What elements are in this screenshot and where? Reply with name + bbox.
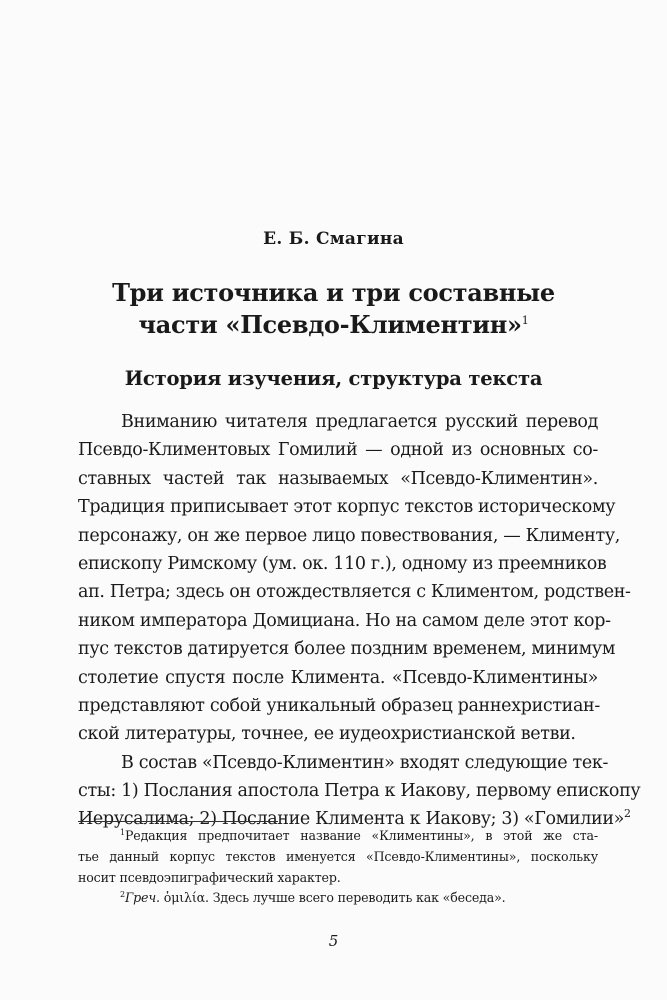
body-line: пус текстов датируется более поздним временем, минимум bbox=[78, 639, 616, 660]
page-number: 5 bbox=[328, 932, 339, 950]
footnote-2-abbr: Греч. bbox=[124, 890, 160, 906]
footnote-1-line bbox=[78, 826, 598, 847]
author-name: Е. Б. Смагина bbox=[263, 229, 404, 249]
footnote-1-text: Редакция предпочитает название «Климентины», в этой же ста- bbox=[124, 828, 598, 843]
footnote-2-text: ὁμιλία. Здесь лучше всего переводить как «беседа». bbox=[159, 890, 506, 906]
body-line: сты: 1) Послания апостола Петра к Иакову, первому епископу bbox=[78, 781, 641, 802]
footnote-ref-1[interactable]: 1 bbox=[521, 314, 529, 327]
body-line: ставных частей так называемых «Псевдо-Климентин». bbox=[78, 468, 598, 489]
article-title bbox=[0, 277, 667, 341]
footnote-1-line: тье данный корпус текстов именуется «Псевдо-Климентины», поскольку bbox=[78, 848, 598, 864]
title-line-2 bbox=[0, 309, 667, 341]
body-line: Традиция приписывает этот корпус текстов историческому bbox=[78, 497, 616, 518]
body-line: В состав «Псевдо-Климентин» входят следующие тек- bbox=[121, 752, 609, 773]
body-line: представляют собой уникальный образец раннехристиан- bbox=[78, 695, 600, 716]
title-line-1: Три источника и три составные bbox=[112, 278, 555, 307]
body-line: столетие спустя после Климента. «Псевдо-Климентины» bbox=[78, 667, 598, 688]
body-line: ап. Петра; здесь он отождествляется с Климентом, родствен- bbox=[78, 582, 631, 603]
body-line: ником императора Домициана. Но на самом деле этот кор- bbox=[78, 610, 611, 631]
body-line: ской литературы, точнее, ее иудеохристианской ветви. bbox=[78, 724, 576, 745]
body-line: персонажу, он же первое лицо повествования, — Клименту, bbox=[78, 525, 620, 546]
body-text bbox=[78, 408, 641, 834]
footnote-1-mark: 1 bbox=[120, 827, 125, 837]
footnote-2-line bbox=[78, 888, 598, 909]
body-line: епископу Римскому (ум. ок. 110 г.), одному из преемников bbox=[78, 553, 607, 574]
footnote-1-line: носит псевдоэпиграфический характер. bbox=[78, 869, 341, 885]
footnotes bbox=[78, 826, 598, 909]
title-line-2-text: части «Псевдо-Климентин» bbox=[138, 310, 522, 339]
section-heading: История изучения, структура текста bbox=[124, 367, 543, 390]
body-line: Псевдо-Климентовых Гомилий — одной из основных со- bbox=[78, 440, 598, 461]
body-line: Вниманию читателя предлагается русский перевод bbox=[121, 412, 598, 432]
footnote-ref-2[interactable]: 2 bbox=[624, 807, 631, 821]
footnote-2-mark: 2 bbox=[120, 890, 125, 900]
footnote-divider bbox=[78, 821, 278, 822]
body-line-text: Иерусалима; 2) Послание Климента к Иакову; 3) «Гомилии» bbox=[78, 809, 624, 830]
